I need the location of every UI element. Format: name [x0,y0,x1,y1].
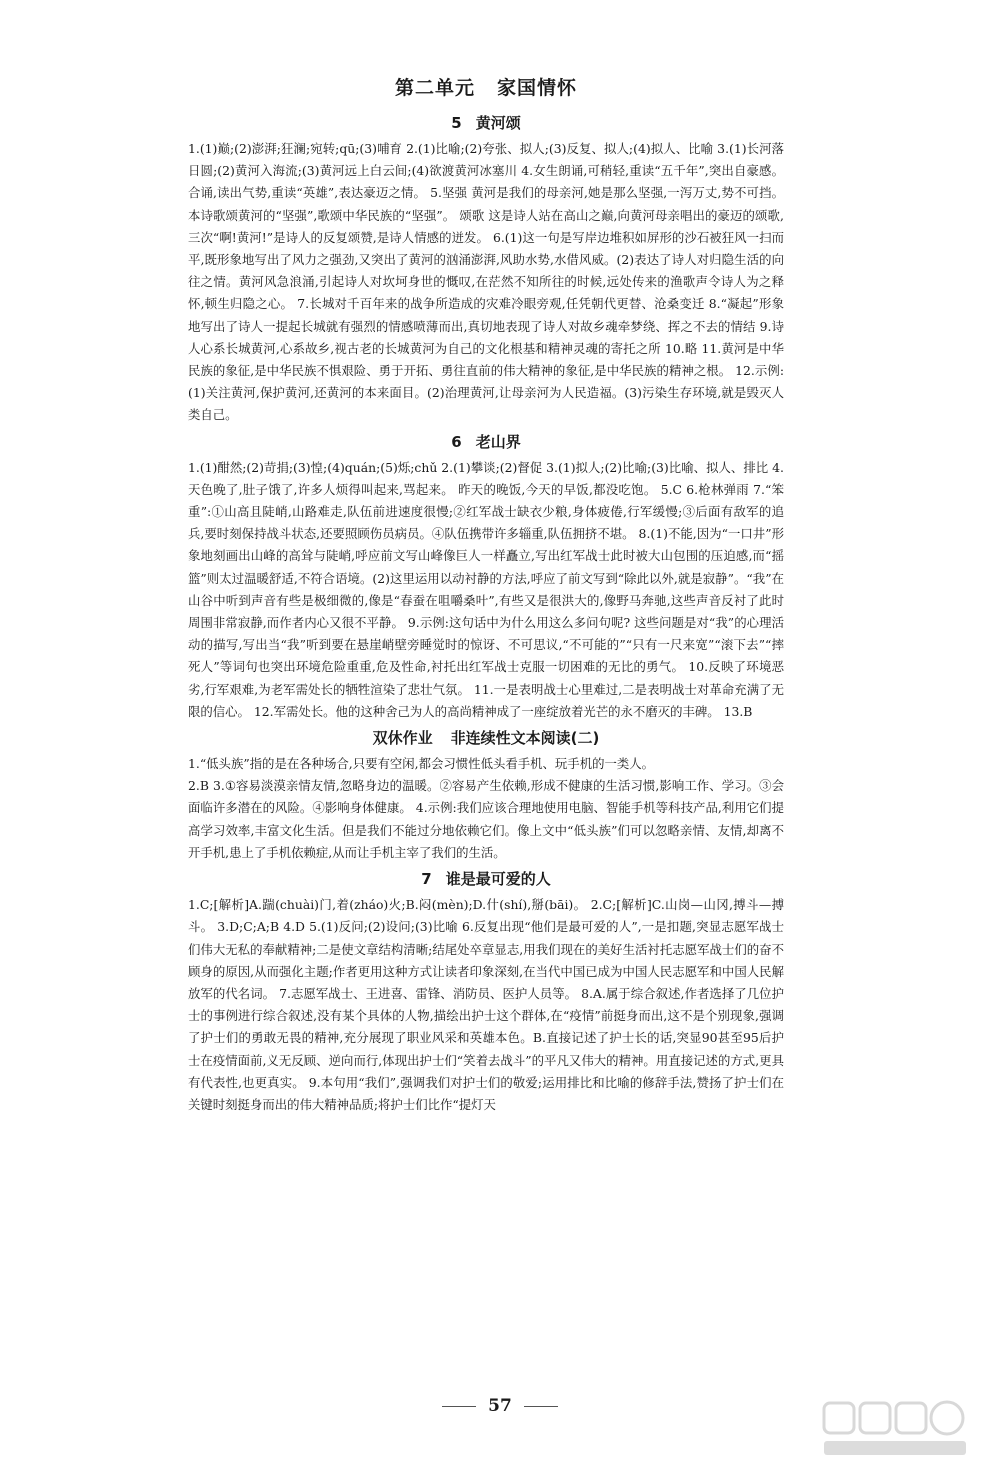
answer-paragraph: 1.“低头族”指的是在各种场合,只要有空闲,都会习惯性低头看手机、玩手机的一类人。 [188,756,655,772]
section-number: 7 [421,870,432,889]
section-title-weekend [188,725,784,751]
footer-rule-left [442,1406,476,1407]
answer-paragraph: 1.(1)酣然;(2)苛捐;(3)惶;(4)quán;(5)烁;chǔ 2.(1)攀谈;(2)督促 3.(1)拟人;(2)比喻;(3)比喻、拟人、排比 4.天色晚了,肚子饿了,许多人烦得叫起来,骂起来。 昨天的晚饭,今天的早饭,都没吃饱。 5.C 6.枪林弹雨 7.“笨重”:①山高且陡峭,山路难走,队伍前进速度很慢;②红军战士缺衣少粮,身体疲倦,行军缓慢;③后面有敌军的追兵,要时刻保持战斗状态,还要照顾伤员病员。④队伍携带许多辎重,队伍拥挤不堪。 8.(1)不能,因为“一口井”形象地刻画出山峰的高耸与陡峭,呼应前文写山峰像巨人一样矗立,写出红军战士此时被大山包围的压迫感,而“摇篮”则太过温暖舒适,不符合语境。(2)这里运用以动衬静的方法,呼应了前文写到“除此以外,就是寂静”。“我”在山谷中听到声音有些是极细微的,像是“春蚕在咀嚼桑叶”,有些又是很洪大的,像野马奔驰,这些声音反衬了此时周围非常寂静,而作者内心又很不平静。 9.示例:这句话中为什么用这么多问句呢? 这些问题是对“我”的心理活动的描写,写出当“我”听到要在悬崖峭壁旁睡觉时的惊讶、不可思议,“不可能的”“只有一尺来宽”“滚下去”“摔死人”等词句也突出环境危险重重,危及性命,衬托出红军战士克服一切困难的无比的勇气。 10.反映了环境恶劣,行军艰难,为老军需处长的牺牲渲染了悲壮气氛。 11.一是表明战士心里难过,二是表明战士对革命充满了无限的信心。 12.军需处长。他的这种舍己为人的高尚精神成了一座绽放着光芒的永不磨灭的丰碑。 13.B [188,459,784,719]
answer-page [188,74,784,1116]
unit-title [188,74,784,102]
section-name: 黄河颂 [475,114,521,132]
page-number: 57 [488,1396,512,1416]
section-number: 6 [451,432,462,451]
section-title-5 [188,110,784,136]
section-number: 5 [451,114,462,132]
section-name: 双休作业 [372,729,433,748]
section-name: 老山界 [475,432,521,451]
unit-label: 第二单元 [394,77,475,99]
unit-theme: 家国情怀 [497,77,578,99]
section-title-6 [188,429,784,455]
answer-paragraph: 2.B 3.①容易淡漠亲情友情,忽略身边的温暖。②容易产生依赖,形成不健康的生活习惯,影响工作、学习。③会面临许多潜在的风险。④影响身体健康。 4.示例:我们应该合理地使用电脑、智能手机等科技产品,利用它们提高学习效率,丰富文化生活。但是我们不能过分地依赖它们。像上文中“低头族”们可以忽略亲情、友情,却离不开手机,患上了手机依赖症,从而让手机主宰了我们的生活。 [188,778,784,860]
answer-paragraph: 1.C;[解析]A.踹(chuài)门,着(zháo)火;B.闷(mèn);D.什(shí),掰(bāi)。 2.C;[解析]C.山岗—山冈,搏斗—搏斗。 3.D;C;A;B 4.D 5.(1)反问;(2)设问;(3)比喻 6.反复出现“他们是最可爱的人”,一是扣题,突显志愿军战士们伟大无私的奉献精神;二是使文章结构清晰;结尾处卒章显志,用我们现在的美好生活衬托志愿军战士们的奋不顾身的原因,从而强化主题;作者更用这种方式让读者印象深刻,在当代中国已成为中国人民志愿军和中国人民解放军的代名词。 7.志愿军战士、王进喜、雷锋、消防员、医护人员等。 8.A.属于综合叙述,作者选择了几位护士的事例进行综合叙述,没有某个具体的人物,描绘出护士这个群体,在“疫情”前挺身而出,这不是个别现象,强调了护士们的勇敢无畏的精神,充分展现了职业风采和英雄本色。B.直接记述了护士长的话,突显90甚至95后护士在疫情面前,义无反顾、逆向而行,体现出护士们“笑着去战斗”的平凡又伟大的精神。用直接记述的方式,更具有代表性,也更真实。 9.本句用“我们”,强调我们对护士们的敬爱;运用排比和比喻的修辞手法,赞扬了护士们在关键时刻挺身而出的伟大精神品质;将护士们比作“提灯天 [188,897,784,1112]
footer-rule-right [524,1406,558,1407]
watermark-logo-icon [820,1399,970,1459]
section-subtitle: 非连续性文本阅读(二) [450,729,600,748]
section-name: 谁是最可爱的人 [445,870,551,889]
answer-paragraph: 1.(1)巅;(2)澎湃;狂澜;宛转;qū;(3)哺育 2.(1)比喻;(2)夸张、拟人;(3)反复、拟人;(4)拟人、比喻 3.(1)长河落日圆;(2)黄河入海流;(3)黄河远上白云间;(4)欲渡黄河冰塞川 4.女生朗诵,可稍轻,重读“五千年”,突出自豪感。 合诵,读出气势,重读“英雄”,表达豪迈之情。 5.坚强 黄河是我们的母亲河,她是那么坚强,一泻万丈,势不可挡。本诗歌颂黄河的“坚强”,歌颂中华民族的“坚强”。 颂歌 这是诗人站在高山之巅,向黄河母亲唱出的豪迈的颂歌,三次“啊!黄河!”是诗人的反复颂赞,是诗人情感的迸发。 6.(1)这一句是写岸边堆积如屏形的沙石被狂风一扫而平,既形象地写出了风力之强劲,又突出了黄河的汹涌澎湃,风助水势,水借风威。(2)表达了诗人对归隐生活的向往之情。黄河风急浪涌,引起诗人对坎坷身世的慨叹,在茫然不知所往的时候,远处传来的渔歌声令诗人为之释怀,顿生归隐之心。 7.长城对千百年来的战争所造成的灾难冷眼旁观,任凭朝代更替、沧桑变迁 8.“凝起”形象地写出了诗人一提起长城就有强烈的情感喷薄而出,真切地表现了诗人对故乡魂牵梦绕、挥之不去的情结 9.诗人心系长城黄河,心系故乡,视古老的长城黄河为自己的文化根基和精神灵魂的寄托之所 10.略 11.黄河是中华民族的象征,是中华民族不惧艰险、勇于开拓、勇往直前的伟大精神的象征,是中华民族的精神之根。 12.示例:(1)关注黄河,保护黄河,还黄河的本来面目。(2)治理黄河,让母亲河为人民造福。(3)污染生存环境,就是毁灭人类自己。 [188,141,784,423]
section-title-7 [188,866,784,892]
